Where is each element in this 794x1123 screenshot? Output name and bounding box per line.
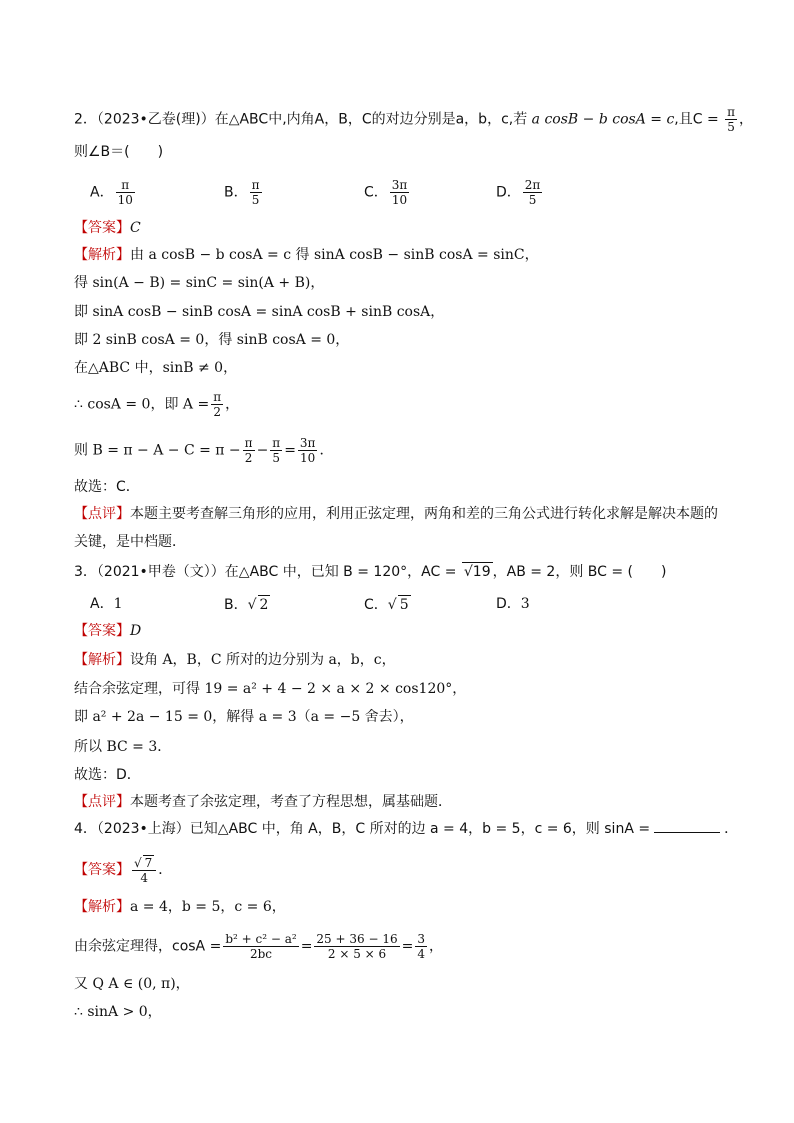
problem-2-analysis-2: 得 sin(A − B) = sinC = sin(A + B)， bbox=[74, 275, 325, 291]
option-c: C．√ 5 bbox=[364, 597, 409, 613]
option-a: A． $\frac{\pi}{10}$ bbox=[90, 178, 133, 207]
problem-2-analysis-7: 则 B = π − A − C = π − $\frac{\pi}{2}$ − $\frac{\pi}{5}$ = $\frac{3\pi}{10}$ ． bbox=[74, 436, 334, 465]
fraction: $\frac{\pi}{2}$ bbox=[213, 390, 222, 419]
problem-4-analysis-3: 又 Q A ∈ (0, π)， bbox=[74, 976, 190, 992]
problem-3-analysis-3: 即 a² + 2a − 15 = 0，解得 a = 3（a = −5 舍去）， bbox=[74, 709, 414, 725]
option-d: D． $\frac{2\pi}{5}$ bbox=[496, 178, 541, 207]
analysis-label: 【解析】 bbox=[74, 247, 130, 263]
problem-3-analysis-1: 【解析】设角 A，B，C 所对的边分别为 a，b，c， bbox=[74, 652, 396, 668]
problem-4-answer: 【答案】 $\frac{√ 7}{4}$ ． bbox=[74, 856, 173, 885]
problem-3-stem: 3．（2021•甲卷（文））在△ABC 中，已知 B = 120°，AC = √19 ，AB = 2，则 BC = ( ) bbox=[74, 564, 667, 580]
problem-2-analysis-1: 【解析】由 a cosB − b cosA = c 得 sinA cosB − sinB cosA = sinC， bbox=[74, 247, 539, 263]
sqrt-19: √19 bbox=[463, 564, 491, 580]
problem-2-stem: 2．（2023•乙卷(理)）在△ABC中,内角A，B，C的对边分别是a，b，c,若 a cosB − b cosA = c,且C = $\frac{\pi}{5}$ ， bbox=[74, 105, 754, 134]
problem-4-analysis-1: 【解析】a = 4，b = 5，c = 6， bbox=[74, 899, 286, 915]
problem-2-analysis-4: 即 2 sinB cosA = 0，得 sinB cosA = 0， bbox=[74, 332, 350, 348]
problem-2-condition: a cosB − b cosA = c bbox=[531, 111, 675, 128]
problem-2-question: 则∠B＝( ) bbox=[74, 144, 164, 160]
problem-2-answer bbox=[74, 219, 141, 237]
problem-2-analysis-5: 在△ABC 中，sinB ≠ 0， bbox=[74, 360, 238, 376]
problem-4-analysis-4: ∴ sinA > 0， bbox=[74, 1004, 162, 1020]
problem-3-answer: 【答案】D bbox=[74, 623, 142, 639]
problem-2-stem-text-2: ,且C = bbox=[674, 111, 719, 128]
option-b: B．√ 2 bbox=[224, 597, 269, 613]
answer-blank bbox=[654, 832, 720, 833]
problem-4-stem: 4．（2023•上海）已知△ABC 中，角 A，B，C 所对的边 a = 4，b = 5，c = 6，则 sinA = ． bbox=[74, 821, 739, 837]
problem-2-comment-2: 关键，是中档题． bbox=[74, 534, 186, 550]
problem-4-analysis-2: 由余弦定理得，cosA = $\frac{\text{b² + c² − a²}}{2bc}$ = $\frac{25 + 36 - 16}{2 \times 5 \times 6}$ = $\frac{3}{4}$ ， bbox=[74, 932, 443, 961]
comment-label: 【点评】 bbox=[74, 506, 130, 522]
answer-value: C bbox=[130, 220, 141, 236]
option-a: A．1 bbox=[90, 596, 123, 612]
problem-3-choose: 故选：D． bbox=[74, 767, 141, 783]
problem-3-comment: 【点评】本题考查了余弦定理，考查了方程思想，属基础题． bbox=[74, 794, 452, 810]
option-c: C． $\frac{3\pi}{10}$ bbox=[364, 178, 408, 207]
option-b: B． $\frac{\pi}{5}$ bbox=[224, 178, 260, 207]
problem-3-analysis-2: 结合余弦定理，可得 19 = a² + 4 − 2 × a × 2 × cos120°， bbox=[74, 681, 467, 697]
answer-fraction: $\frac{√ 7}{4}$ bbox=[132, 855, 156, 885]
option-d: D．3 bbox=[496, 596, 530, 612]
problem-2-comment: 【点评】本题主要考查解三角形的应用，利用正弦定理，两角和差的三角公式进行转化求解是解决本题的 bbox=[74, 506, 718, 522]
answer-label: 【答案】 bbox=[74, 220, 130, 236]
problem-2-c-fraction: $\frac{\pi}{5}$ bbox=[727, 105, 736, 134]
problem-3-analysis-4: 所以 BC = 3． bbox=[74, 739, 172, 755]
problem-2-analysis-6: ∴ cosA = 0，即 A = $\frac{\pi}{2}$ ， bbox=[74, 390, 240, 419]
problem-2-analysis-3: 即 sinA cosB − sinB cosA = sinA cosB + sinB cosA， bbox=[74, 304, 445, 320]
problem-2-source: 2．（2023•乙卷(理)） bbox=[74, 111, 215, 128]
problem-2-stem-text: 在△ABC中,内角A，B，C的对边分别是a，b，c,若 bbox=[214, 111, 528, 128]
problem-2-choose: 故选：C． bbox=[74, 479, 140, 495]
